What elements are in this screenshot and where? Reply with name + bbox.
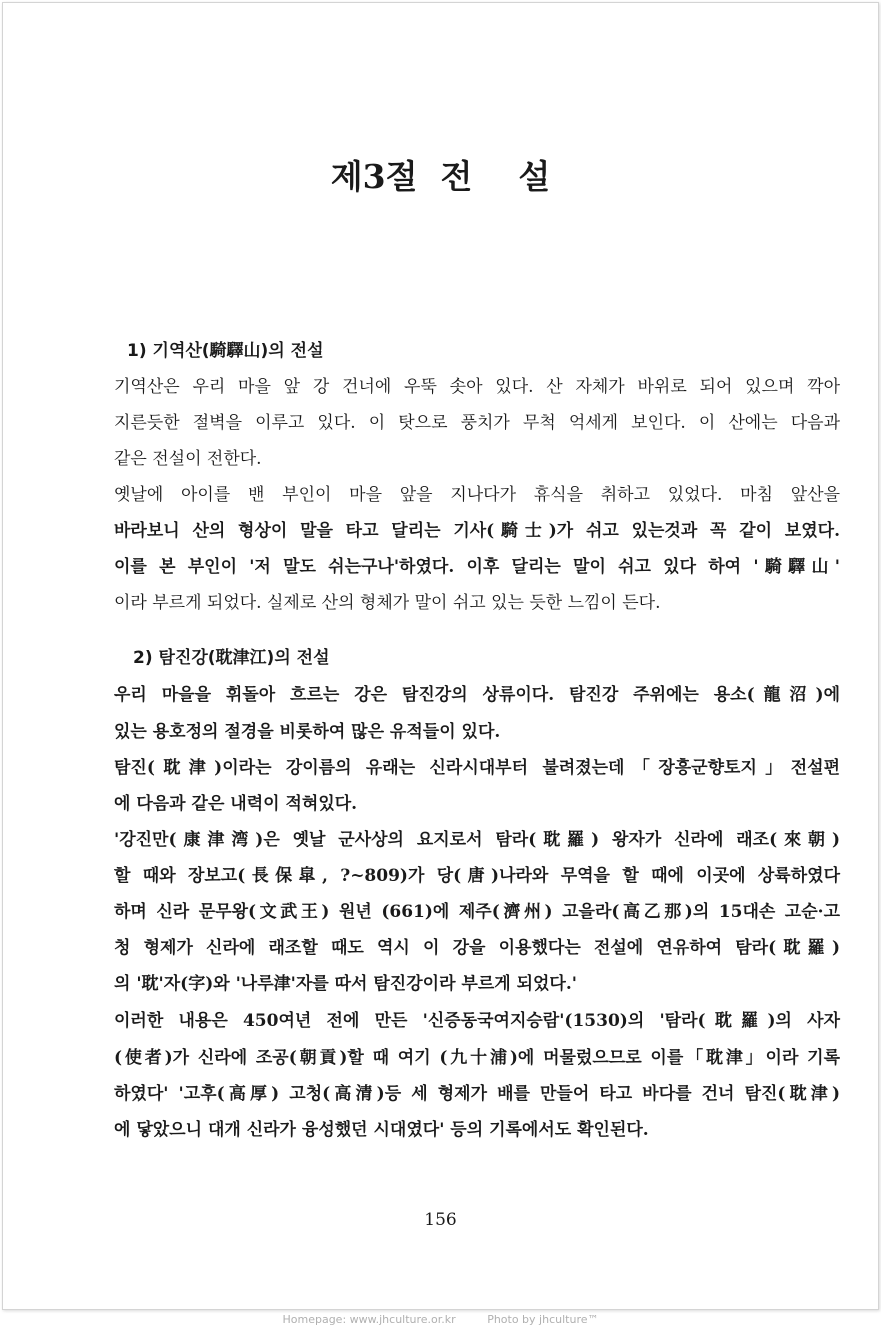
paragraph-line: 바라보니 산의 형상이 말을 타고 달리는 기사(騎士)가 쉬고 있는것과 꼭 같이 보였다. xyxy=(114,521,840,541)
paragraph-line: 옛날에 아이를 밴 부인이 마을 앞을 지나다가 휴식을 취하고 있었다. 마침 앞산을 xyxy=(114,485,840,505)
paragraph-line: 에 닿았으니 대개 신라가 융성했던 시대였다' 등의 기록에서도 확인된다. xyxy=(114,1120,649,1140)
paragraph-line: 이라 부르게 되었다. 실제로 산의 형체가 말이 쉬고 있는 듯한 느낌이 든다. xyxy=(114,593,661,613)
chapter-title: 제3절 전 설 xyxy=(330,157,551,196)
footer-credit xyxy=(0,1313,881,1326)
paragraph-line: 있는 용호정의 절경을 비롯하여 많은 유적들이 있다. xyxy=(114,722,501,742)
paragraph-line: 기역산은 우리 마을 앞 강 건너에 우뚝 솟아 있다. 산 자체가 바위로 되어 있으며 깍아 xyxy=(114,377,840,397)
paragraph-line: '강진만(康津湾)은 옛날 군사상의 요지로서 탐라(耽羅) 왕자가 신라에 래조(來朝) xyxy=(114,830,840,850)
homepage-link[interactable]: Homepage: www.jhculture.or.kr xyxy=(282,1313,456,1326)
paragraph-line: (使者)가 신라에 조공(朝貢)할 때 여기 (九十浦)에 머물렀으므로 이를「耽津」이라 기록 xyxy=(114,1048,840,1068)
photo-credit: Photo by jhculture™ xyxy=(487,1313,599,1326)
paragraph-line: 에 다음과 같은 내력이 적혀있다. xyxy=(114,794,358,814)
section-heading-1: 1) 기역산(騎驛山)의 전설 xyxy=(127,341,324,361)
page-number: 156 xyxy=(424,1210,457,1230)
paragraph-line: 청 형제가 신라에 래조할 때도 역시 이 강을 이용했다는 전설에 연유하여 탐라(耽羅) xyxy=(114,938,840,958)
paragraph-line: 지른듯한 절벽을 이루고 있다. 이 탓으로 풍치가 무척 억세게 보인다. 이 산에는 다음과 xyxy=(114,413,840,433)
section-heading-2: 2) 탐진강(耽津江)의 전설 xyxy=(133,648,330,668)
paragraph-line: 같은 전설이 전한다. xyxy=(114,449,262,469)
paragraph-line: 할 때와 장보고(長保皐, ?~809)가 당(唐)나라와 무역을 할 때에 이곳에 상륙하였다 xyxy=(114,866,840,886)
paragraph-line: 이를 본 부인이 '저 말도 쉬는구나'하였다. 이후 달리는 말이 쉬고 있다 하여 '騎驛山' xyxy=(114,557,840,577)
paragraph-line: 하며 신라 문무왕(文武王) 원년 (661)에 제주(濟州) 고을라(高乙那)의 15대손 고순·고 xyxy=(114,902,840,922)
document-page xyxy=(2,2,879,1310)
paragraph-line: 하였다' '고후(高厚) 고청(高清)등 세 형제가 배를 만들어 타고 바다를 건너 탐진(耽津) xyxy=(114,1084,840,1104)
paragraph-line: 의 '耽'자(字)와 '나루津'자를 따서 탐진강이라 부르게 되었다.' xyxy=(114,974,577,994)
paragraph-line: 우리 마을을 휘돌아 흐르는 강은 탐진강의 상류이다. 탐진강 주위에는 용소(龍沼)에 xyxy=(114,685,840,705)
paragraph-line: 탐진(耽津)이라는 강이름의 유래는 신라시대부터 불려졌는데「장흥군향토지」전설편 xyxy=(114,758,840,778)
paragraph-line: 이러한 내용은 450여년 전에 만든 '신증동국여지승람'(1530)의 '탐라(耽羅)의 사자 xyxy=(114,1011,840,1031)
